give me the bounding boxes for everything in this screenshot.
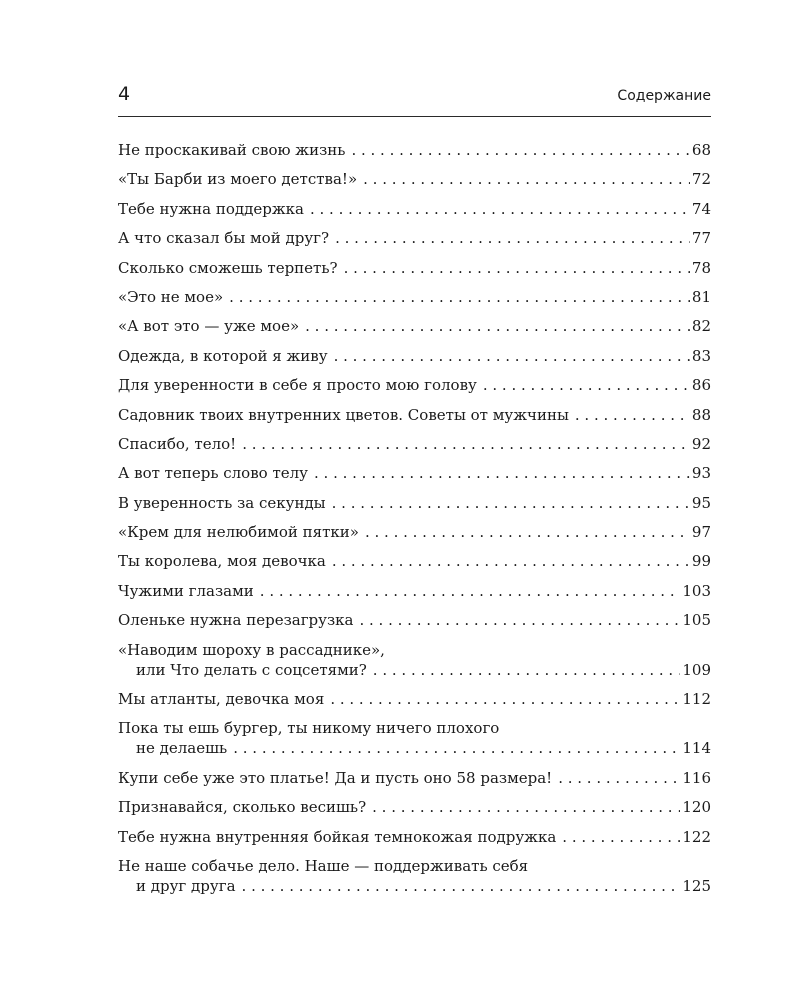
dot-leader [314,463,690,483]
toc-entry-line [118,346,711,366]
toc-entry-page-number: 93 [691,464,711,483]
toc-entry-line [118,169,711,189]
toc-entry-line [118,689,711,709]
toc-entry [118,287,711,316]
toc-entry-line [118,493,711,513]
toc-entry-page-number: 86 [691,376,711,395]
toc-entry [118,581,711,610]
toc-entry-title-continuation: и друг друга [136,876,236,895]
toc-entry-page-number: 81 [691,287,711,306]
toc-entry [118,522,711,551]
dot-leader [330,689,680,709]
toc-entry-page-number: 92 [691,434,711,453]
dot-leader [233,738,680,758]
toc-entry-page-number: 68 [691,141,711,159]
dot-leader [562,827,680,847]
dot-leader [229,287,690,307]
toc-entry [118,856,711,905]
dot-leader [363,169,690,189]
dot-leader [373,660,681,680]
dot-leader [310,199,690,219]
toc-entry-page-number: 109 [682,660,711,679]
toc-entry-title: Тебе нужна поддержка [118,199,304,218]
toc-entry-title: Не наше собачье дело. Наше — поддерживать себя [118,856,529,875]
toc-entry-title: Мы атланты, девочка моя [118,690,325,709]
dot-leader [332,551,690,571]
toc-entry-title: А что сказал бы мой друг? [118,229,330,248]
toc-entry-page-number: 114 [682,739,711,758]
toc-entry [118,551,711,580]
toc-entry [118,140,711,169]
toc-entry-title: Не проскакивай свою жизнь [118,141,346,159]
dot-leader [359,610,680,630]
toc-entry-title: Одежда, в которой я живу [118,346,328,365]
dot-leader [334,346,690,366]
toc-entry-line [118,434,711,454]
toc-entry-title-continuation: не делаешь [136,739,228,758]
toc-entry-line [118,463,711,483]
toc-entry-page-number: 103 [682,581,711,600]
dot-leader [483,375,690,395]
toc-entry [118,346,711,375]
toc-entry-page-number: 97 [691,523,711,542]
toc-entry-page-number: 83 [691,346,711,365]
toc-entry-page-number: 78 [691,258,711,277]
toc-entry-page-number: 122 [682,827,711,846]
toc-entry-title: «Крем для нелюбимой пятки» [118,523,359,542]
toc-entry-line [118,610,711,630]
toc-entry-title: Садовник твоих внутренних цветов. Советы от мужчины [118,405,569,424]
toc-entry-title: Купи себе уже это платье! Да и пусть оно 58 размера! [118,768,553,787]
dot-leader [242,434,690,454]
toc-entry-line [118,199,711,219]
toc-entry-line [118,405,711,425]
toc-entry [118,689,711,718]
toc-entry [118,827,711,856]
toc-entry-page-number: 72 [691,170,711,189]
dot-leader [335,228,690,248]
toc-entry-title: «Наводим шороху в рассаднике», [118,640,385,659]
toc-entry-page-number: 125 [682,876,711,895]
toc-entry [118,797,711,826]
toc-entry [118,463,711,492]
toc-entry-line [118,522,711,542]
toc-entry-page-number: 116 [682,768,711,787]
toc-entry [118,434,711,463]
toc-entry [118,258,711,287]
toc-entry-title: Пока ты ешь бургер, ты никому ничего плохого [118,719,500,738]
toc-entry-line [118,316,711,336]
toc-entry [118,768,711,797]
toc-entry-line [118,287,711,307]
dot-leader [332,493,690,513]
toc-entry [118,640,711,689]
toc-entry-page-number: 120 [682,798,711,817]
toc-entry [118,228,711,257]
toc-entry-line [118,856,711,876]
toc-entry-page-number: 105 [682,611,711,630]
dot-leader [351,140,689,160]
page-number: 4 [118,83,131,105]
header-rule [118,116,711,117]
toc-entry-line [118,640,711,660]
running-head: Содержание [617,88,711,104]
toc-entry-line [118,581,711,601]
toc-entry-title: «Это не мое» [118,287,224,306]
toc-entry-line [118,375,711,395]
toc-entry-line [118,551,711,571]
toc-entry-page-number: 74 [691,199,711,218]
toc-entry-page-number: 112 [682,690,711,709]
dot-leader [575,405,690,425]
toc-entry [118,375,711,404]
toc-entry-line [118,660,711,680]
table-of-contents [118,140,711,905]
dot-leader [558,768,680,788]
toc-entry-page-number: 82 [691,317,711,336]
toc-entry-line [118,140,711,160]
toc-entry-title: В уверенность за секунды [118,493,326,512]
toc-entry-line [118,738,711,758]
toc-entry-page-number: 88 [691,405,711,424]
toc-entry-title: Тебе нужна внутренняя бойкая темнокожая подружка [118,827,557,846]
dot-leader [365,522,690,542]
dot-leader [242,876,681,896]
toc-entry-title: Оленьке нужна перезагрузка [118,611,354,630]
toc-entry-title: Сколько сможешь терпеть? [118,258,338,277]
toc-entry-title: Ты королева, моя девочка [118,552,326,571]
toc-entry [118,493,711,522]
toc-entry-page-number: 95 [691,493,711,512]
toc-entry-title: Спасибо, тело! [118,434,237,453]
toc-entry-title: «Ты Барби из моего детства!» [118,170,358,189]
toc-entry-page-number: 99 [691,552,711,571]
dot-leader [344,258,690,278]
toc-entry [118,199,711,228]
toc-entry-title: Чужими глазами [118,581,254,600]
toc-entry-line [118,876,711,896]
toc-entry-line [118,827,711,847]
toc-entry-line [118,258,711,278]
toc-entry-title-continuation: или Что делать с соцсетями? [136,660,367,679]
toc-entry-page-number: 77 [691,229,711,248]
toc-entry-title: Признавайся, сколько весишь? [118,798,367,817]
dot-leader [305,316,690,336]
toc-entry-line [118,797,711,817]
toc-entry-title: Для уверенности в себе я просто мою голову [118,376,477,395]
toc-entry [118,718,711,767]
toc-entry-line [118,718,711,738]
toc-entry-title: «А вот это — уже мое» [118,317,300,336]
toc-entry [118,169,711,198]
toc-entry [118,316,711,345]
toc-entry-line [118,228,711,248]
dot-leader [260,581,681,601]
dot-leader [372,797,680,817]
toc-entry [118,405,711,434]
toc-entry-title: А вот теперь слово телу [118,464,308,483]
toc-entry-line [118,768,711,788]
toc-entry [118,610,711,639]
